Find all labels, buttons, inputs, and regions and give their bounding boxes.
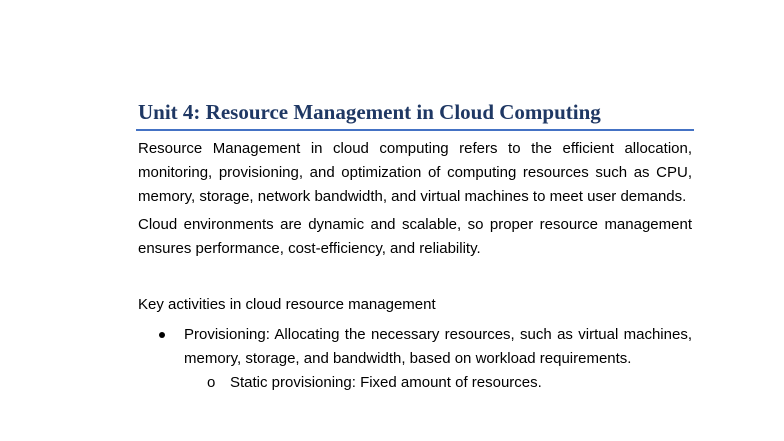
environment-paragraph: Cloud environments are dynamic and scalable, so proper resource management ensures performance, cost-efficiency, and reliability. [138, 216, 692, 257]
document-page [138, 98, 692, 395]
section-label: Key activities in cloud resource management [138, 296, 436, 313]
list-item-text: Provisioning: Allocating the necessary resources, such as virtual machines, memory, storage, and bandwidth, based on workload requirements. [184, 326, 692, 367]
bullet-icon [159, 332, 165, 338]
sub-list [184, 371, 692, 395]
sub-list-item [138, 371, 692, 395]
list-item [138, 323, 692, 395]
document-title: Unit 4: Resource Management in Cloud Computing [138, 100, 601, 124]
intro-paragraph: Resource Management in cloud computing refers to the efficient allocation, monitoring, provisioning, and optimization of computing resources such as CPU, memory, storage, network bandwidth, and virtual machines to meet user demands. [138, 140, 692, 205]
activities-list [138, 323, 692, 395]
title-underline [136, 129, 694, 131]
sub-list-item-text: Static provisioning: Fixed amount of resources. [230, 374, 542, 391]
hollow-bullet-icon: o [207, 374, 216, 391]
